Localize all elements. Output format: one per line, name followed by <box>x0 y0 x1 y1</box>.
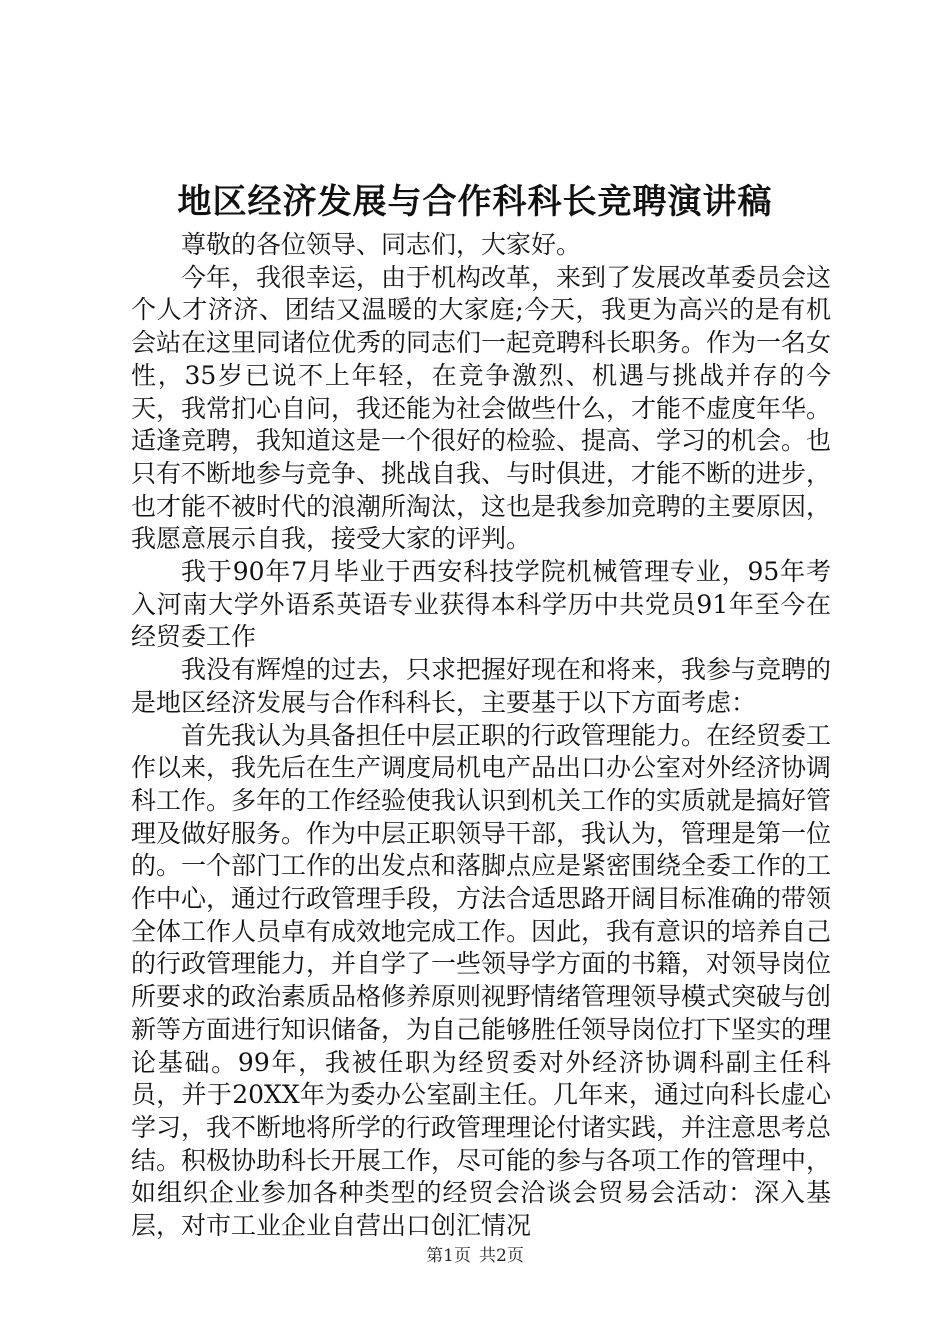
document-title: 地区经济发展与合作科科长竞聘演讲稿 <box>177 182 773 222</box>
document-body <box>131 229 831 1243</box>
paragraph-management-ability: 首先我认为具备担任中层正职的行政管理能力。在经贸委工作以来，我先后在生产调度局机电产品出口办公室对外经济协调科工作。多年的工作经验使我认识到机关工作的实质就是搞好管理及做好服务。作为中层正职领导干部，我认为，管理是第一位的。一个部门工作的出发点和落脚点应是紧密围绕全委工作的工作中心，通过行政管理手段，方法合适思路开阔目标准确的带领全体工作人员卓有成效地完成工作。因此，我有意识的培养自己的行政管理能力，并自学了一些领导学方面的书籍，对领导岗位所要求的政治素质品格修养原则视野情绪管理领导模式突破与创新等方面进行知识储备，为自己能够胜任领导岗位打下坚实的理论基础。99年，我被任职为经贸委对外经济协调科副主任科员，并于20XX年为委办公室副主任。几年来，通过向科长虚心学习，我不断地将所学的行政管理理论付诸实践，并注意思考总结。积极协助科长开展工作，尽可能的参与各项工作的管理中，如组织企业参加各种类型的经贸会洽谈会贸易会活动：深入基层，对市工业企业自营出口创汇情况 <box>131 720 832 1241</box>
page-footer <box>0 1244 950 1268</box>
paragraph-introduction: 今年，我很幸运，由于机构改革，来到了发展改革委员会这个人才济济、团结又温暖的大家庭;今天，我更为高兴的是有机会站在这里同诸位优秀的同志们一起竞聘科长职务。作为一名女性，35岁已说不上年轻，在竞争激烈、机遇与挑战并存的今天，我常扪心自问，我还能为社会做些什么，才能不虚度年华。适逢竞聘，我知道这是一个很好的检验、提高、学习的机会。也只有不断地参与竞争、挑战自我、与时俱进，才能不断的进步，也才能不被时代的浪潮所淘汰，这也是我参加竞聘的主要原因，我愿意展示自我，接受大家的评判。 <box>131 262 832 554</box>
page-number: 第1页 <box>426 1246 471 1266</box>
paragraph-greeting: 尊敬的各位领导、同志们，大家好。 <box>181 230 582 259</box>
paragraph-background: 我于90年7月毕业于西安科技学院机械管理专业，95年考入河南大学外语系英语专业获得本科学历中共党员91年至今在经贸委工作 <box>131 557 831 652</box>
paragraph-motivation: 我没有辉煌的过去，只求把握好现在和将来，我参与竞聘的是地区经济发展与合作科科长，主要基于以下方面考虑： <box>131 655 832 717</box>
page-total: 共2页 <box>479 1246 524 1266</box>
